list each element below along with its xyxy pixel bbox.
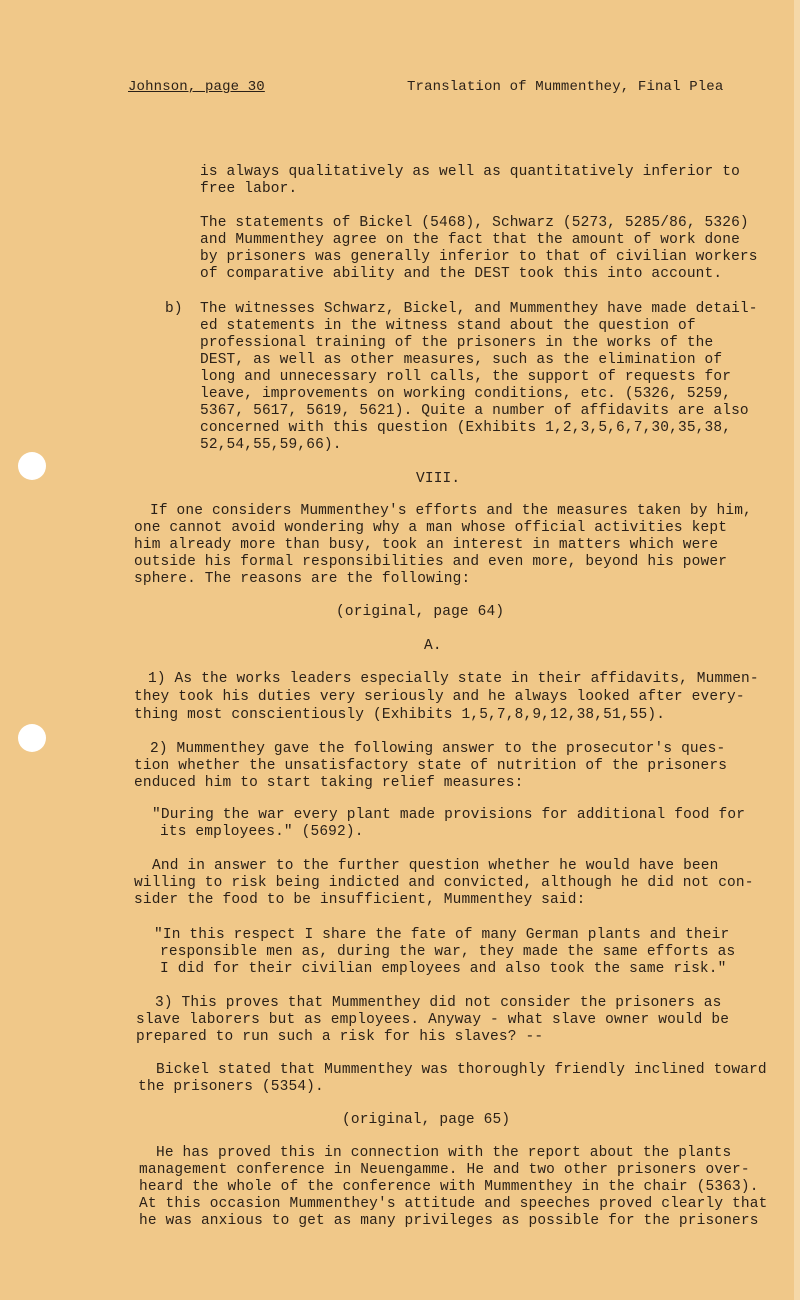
quote-line: its employees." (5692). [160, 824, 364, 840]
text-line: ed statements in the witness stand about the question of [200, 318, 696, 334]
text-line: professional training of the prisoners in the works of the [200, 335, 714, 351]
text-line: is always qualitatively as well as quantitatively inferior to [200, 164, 740, 180]
text-line: heard the whole of the conference with Mummenthey in the chair (5363). [139, 1179, 759, 1195]
text-line: If one considers Mummenthey's efforts and the measures taken by him, [150, 503, 752, 519]
item-marker: b) [165, 301, 183, 317]
quote-line: "In this respect I share the fate of many German plants and their [154, 927, 730, 943]
quote-line: I did for their civilian employees and also took the same risk." [160, 961, 727, 977]
punch-hole-lower [18, 724, 46, 752]
text-line: by prisoners was generally inferior to that of civilian workers [200, 249, 758, 265]
text-line: 2) Mummenthey gave the following answer to the prosecutor's ques- [150, 741, 726, 757]
text-line: enduced him to start taking relief measures: [134, 775, 524, 791]
subsection-heading: A. [424, 638, 442, 654]
text-line: 5367, 5617, 5619, 5621). Quite a number of affidavits are also [200, 403, 749, 419]
header-right: Translation of Mummenthey, Final Plea [407, 79, 724, 95]
text-line: 1) As the works leaders especially state in their affidavits, Mummen- [148, 671, 759, 687]
text-line: concerned with this question (Exhibits 1,2,3,5,6,7,30,35,38, [200, 420, 732, 436]
text-line: At this occasion Mummenthey's attitude and speeches proved clearly that [139, 1196, 768, 1212]
text-line: The witnesses Schwarz, Bickel, and Mummenthey have made detail- [200, 301, 758, 317]
page-reference: (original, page 65) [342, 1112, 511, 1128]
text-line: sphere. The reasons are the following: [134, 571, 471, 587]
text-line: 3) This proves that Mummenthey did not consider the prisoners as [155, 995, 722, 1011]
text-line: slave laborers but as employees. Anyway - what slave owner would be [136, 1012, 730, 1028]
text-line: of comparative ability and the DEST took this into account. [200, 266, 723, 282]
text-line: prepared to run such a risk for his slaves? -- [136, 1029, 544, 1045]
text-line: he was anxious to get as many privileges as possible for the prisoners [139, 1213, 759, 1229]
text-line: him already more than busy, took an interest in matters which were [134, 537, 719, 553]
text-line: The statements of Bickel (5468), Schwarz (5273, 5285/86, 5326) [200, 215, 749, 231]
text-line: one cannot avoid wondering why a man whose official activities kept [134, 520, 728, 536]
quote-line: "During the war every plant made provisions for additional food for [152, 807, 746, 823]
text-line: And in answer to the further question whether he would have been [152, 858, 719, 874]
text-line: tion whether the unsatisfactory state of nutrition of the prisoners [134, 758, 728, 774]
text-line: He has proved this in connection with the report about the plants [156, 1145, 732, 1161]
text-line: management conference in Neuengamme. He and two other prisoners over- [139, 1162, 750, 1178]
text-line: the prisoners (5354). [138, 1079, 324, 1095]
section-heading: VIII. [416, 471, 461, 487]
page-edge [794, 0, 800, 1300]
text-line: free labor. [200, 181, 298, 197]
text-line: long and unnecessary roll calls, the support of requests for [200, 369, 732, 385]
text-line: willing to risk being indicted and convicted, although he did not con- [134, 875, 754, 891]
text-line: Bickel stated that Mummenthey was thoroughly friendly inclined toward [156, 1062, 767, 1078]
text-line: thing most conscientiously (Exhibits 1,5,7,8,9,12,38,51,55). [134, 707, 666, 723]
text-line: and Mummenthey agree on the fact that the amount of work done [200, 232, 740, 248]
text-line: sider the food to be insufficient, Mummenthey said: [134, 892, 586, 908]
text-line: DEST, as well as other measures, such as the elimination of [200, 352, 723, 368]
text-line: 52,54,55,59,66). [200, 437, 342, 453]
quote-line: responsible men as, during the war, they made the same efforts as [160, 944, 736, 960]
punch-hole-upper [18, 452, 46, 480]
page-reference: (original, page 64) [336, 604, 505, 620]
text-line: they took his duties very seriously and he always looked after every- [134, 689, 745, 705]
header-left: Johnson, page 30 [128, 79, 265, 95]
text-line: outside his formal responsibilities and even more, beyond his power [134, 554, 728, 570]
text-line: leave, improvements on working conditions, etc. (5326, 5259, [200, 386, 732, 402]
